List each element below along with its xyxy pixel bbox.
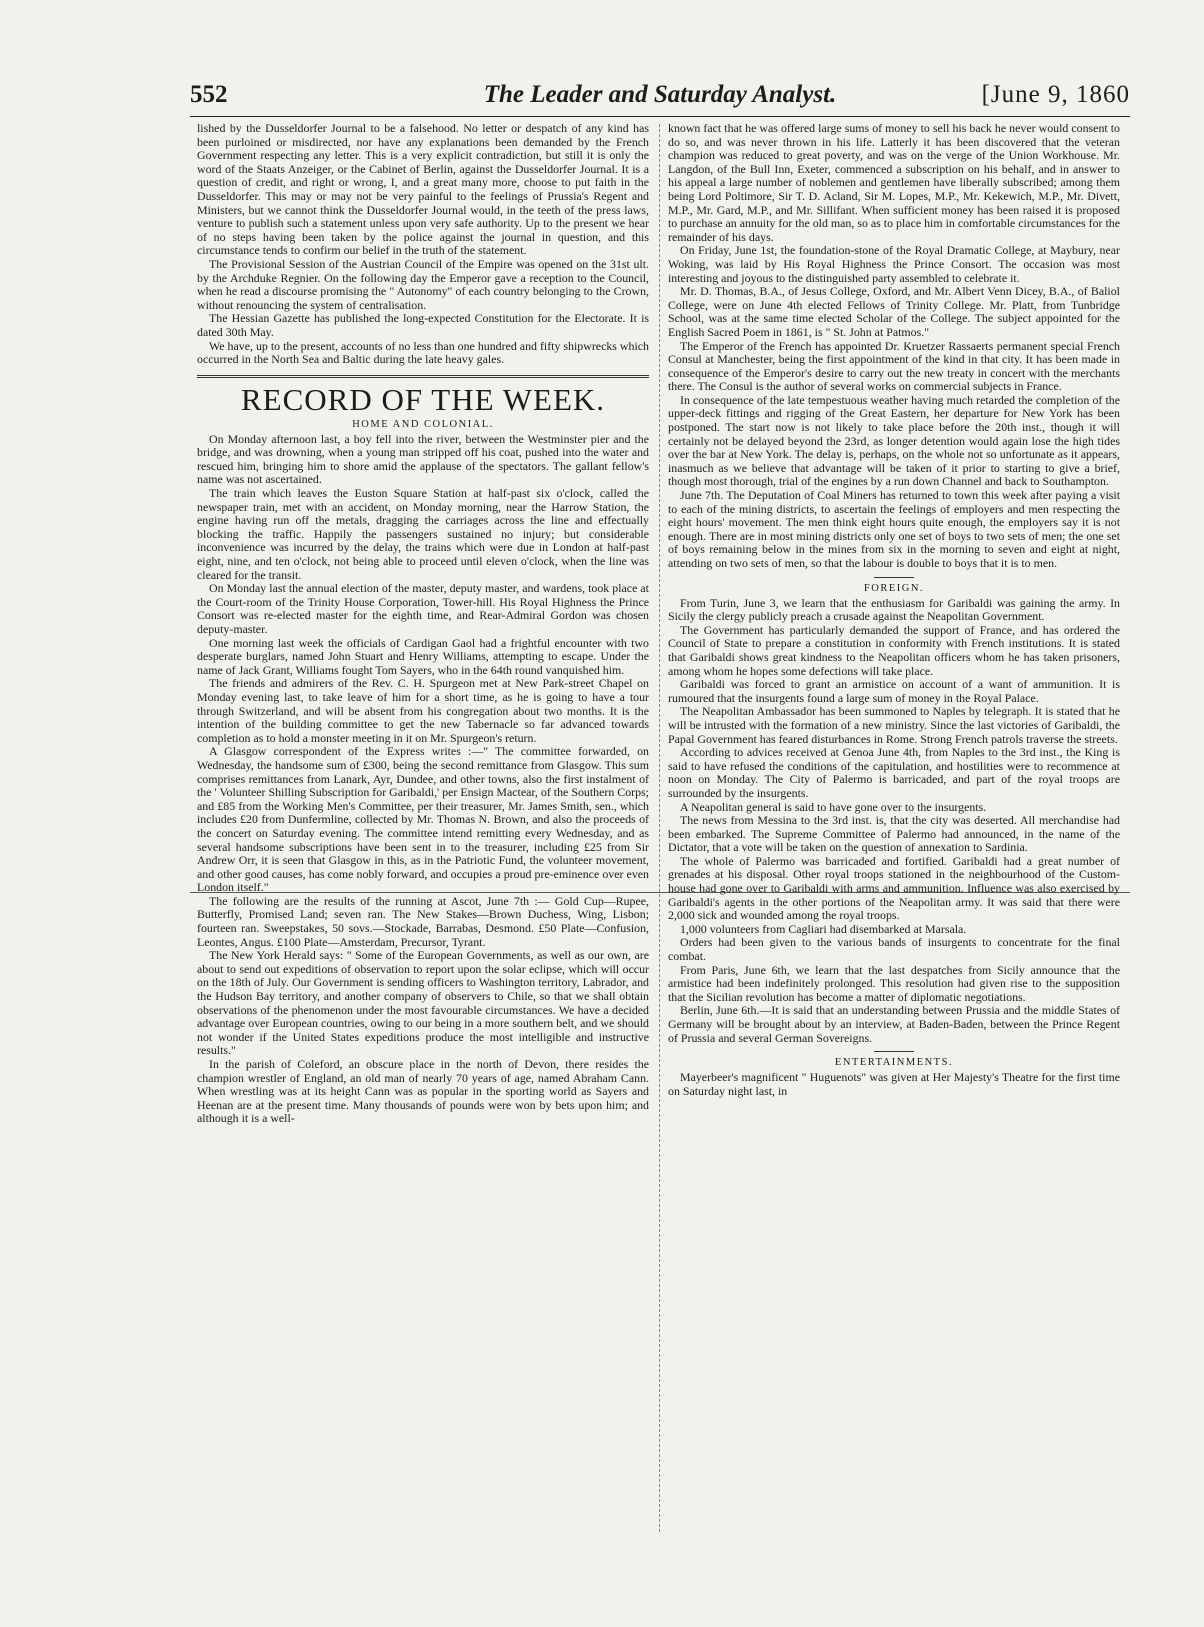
left-intro-block	[197, 122, 649, 367]
article-paragraph: On Monday last the annual election of the master, deputy master, and wardens, took place at the Court-room of the Trinity House Corporation, Tower-hill. His Royal Highness the Prince Consort was re-elected master for the eighth time, and Rear-Admiral Gordon was chosen deputy-master.	[197, 581, 649, 636]
article-paragraph: The train which leaves the Euston Square Station at half-past six o'clock, called the newspaper train, met with an accident, on Monday morning, near the Harrow Station, the engine having run off the metals, dragging the carriages across the line and effectually blocking the traffic. Happily the passengers sustained no injury; but considerable inconvenience was incurred by the delay, the trains which were due in London at half-past eight, nine, and ten o'clock, not being able to proceed until eleven o'clock, when the line was cleared for the transit.	[197, 486, 649, 582]
article-paragraph: The Neapolitan Ambassador has been summoned to Naples by telegraph. It is stated that he will be intrusted with the formation of a new ministry. Since the last victories of Garibaldi, the Papal Government has feared disturbances in Rome. Strong French patrols traverse the streets.	[668, 704, 1120, 746]
section-heading: RECORD OF THE WEEK.	[197, 375, 649, 416]
article-paragraph: known fact that he was offered large sums of money to sell his back he never would consent to do so, and was never thrown in his life. Latterly it has been discovered that the veteran champion was reduced to great poverty, and was on the verge of the Union Workhouse. Mr. Langdon, of the Bull Inn, Exeter, commenced a subscription on his behalf, and in answer to his appeal a large number of noblemen and gentlemen have liberally subscribed; among them being Lord Poltimore, Sir T. D. Acland, Sir M. Lopes, M.P., Mr. Kekewich, M.P., Mr. Divett, M.P., Mr. Gard, M.P., and Mr. Sillifant. When sufficient money has been raised it is proposed to purchase an annuity for the old man, so as to place him in comfortable circumstances for the remainder of his days.	[668, 121, 1120, 244]
article-paragraph: June 7th. The Deputation of Coal Miners has returned to town this week after paying a visit to each of the mining districts, to ascertain the feelings of employers and men respecting the eight hours' movement. The men think eight hours quite enough, the employers say it is not enough. There are in most mining districts only one set of boys to two sets of men; the one set of boys remaining below in the mines from six in the morning to seven and eight at night, attending on two sets of men, so that the labour is double to boys that it is to men.	[668, 488, 1120, 570]
scan-artifact-line	[190, 892, 1130, 893]
article-paragraph: From Turin, June 3, we learn that the enthusiasm for Garibaldi was gaining the army. In Sicily the clergy publicly preach a crusade against the Neapolitan Government.	[668, 595, 1120, 624]
short-rule	[874, 577, 914, 578]
subheading-home: HOME AND COLONIAL.	[352, 418, 494, 430]
left-home-block	[197, 433, 649, 1126]
article-paragraph: A Glasgow correspondent of the Express writes :—" The committee forwarded, on Wednesday, the handsome sum of £300, being the second remittance from Glasgow. This sum comprises remittances from Lanark, Ayr, Dundee, and other towns, also the first instalment of the ' Volunteer Shilling Subscription for Garibaldi,' per Ensign Mactear, of the Southern Corps; and £85 from the Working Men's Committee, per their treasurer, Mr. James Smith, sen., which includes £20 from Dunfermline, collected by Mr. Thomas N. Brown, and also the proceeds of the concert on Saturday evening. The committee intend remitting every Wednesday, and as several handsome subscriptions have been sent in to the treasurer, including £25 from Sir Andrew Orr, it is seen that Glasgow in this, as in the Patriotic Fund, the volunteer movement, and other good causes, has come nobly forward, and occupies a proud pre-eminence over even London itself."	[197, 744, 649, 895]
article-paragraph: The following are the results of the running at Ascot, June 7th :— Gold Cup—Rupee, Butterfly, Promised Land; seven ran. The New Stakes—Brown Duchess, Wing, Lisbon; fourteen ran. Sweepstakes, 50 sovs.—Stockade, Barrabas, Desmond. £50 Plate—Confusion, Leontes, Angus. £100 Plate—Amsterdam, Precursor, Tyrant.	[197, 893, 649, 949]
article-paragraph: The Government has particularly demanded the support of France, and has ordered the Council of State to prepare a constitution in conformity with French institutions. It is stated that Garibaldi shows great kindness to the Neapolitan officers whom he has taken prisoners, among whom he hopes some defections will take place.	[668, 622, 1120, 678]
header-rule	[190, 116, 1130, 117]
right-entertainments-block	[668, 1071, 1120, 1098]
page-header	[190, 78, 1130, 112]
page-number: 552	[190, 81, 228, 108]
subheading-entertainments: ENTERTAINMENTS.	[834, 1057, 954, 1069]
subheading-foreign: FOREIGN.	[863, 582, 925, 594]
article-paragraph: The news from Messina to the 3rd inst. is, that the city was deserted. All merchandise had been embarked. The Supreme Committee of Palermo had announced, in the name of the Dictator, that a vote will be taken on the question of annexation to Sardinia.	[668, 813, 1120, 855]
article-paragraph: On Friday, June 1st, the foundation-stone of the Royal Dramatic College, at Maybury, near Woking, was laid by His Royal Highness the Prince Consort. The occasion was most interesting and joyous to the distinguished party assembled to celebrate it.	[668, 243, 1120, 285]
article-paragraph: The New York Herald says: " Some of the European Governments, as well as our own, are about to send out expeditions of observation to report upon the solar eclipse, which will occur on the 18th of July. Our Government is sending officers to Washington territory, Labrador, and the Hudson Bay territory, and another company of observers to Chile, so that we shall obtain observations of the phenomenon under the most favourable circumstances. We have a decided advantage over European countries, owing to our being in a more southern belt, and we should not wonder if the United States expeditions produce the most intelligible and instructive results."	[197, 948, 649, 1058]
article-paragraph: The whole of Palermo was barricaded and fortified. Garibaldi had a great number of grenades at his disposal. Other royal troops stationed in the neighbourhood of the Custom-house had gone over to Garibaldi with arms and ammunition. Influence was also exercised by Garibaldi's agents in the other portions of the Neapolitan army. It was said that there were 2,000 sick and wounded among the royal troops.	[668, 853, 1120, 923]
right-home-block	[668, 122, 1120, 571]
article-paragraph: Berlin, June 6th.—It is said that an understanding between Prussia and the middle States of Germany will be brought about by an interview, at Baden-Baden, between the Prince Regent of Prussia and several German Sovereigns.	[668, 1003, 1120, 1045]
article-paragraph: A Neapolitan general is said to have gone over to the insurgents.	[680, 799, 987, 814]
article-paragraph: We have, up to the present, accounts of no less than one hundred and fifty shipwrecks which occurred in the North Sea and Baltic during the late heavy gales.	[197, 338, 649, 367]
article-paragraph: The friends and admirers of the Rev. C. H. Spurgeon met at New Park-street Chapel on Monday evening last, to take leave of him for a short time, as he is going to have a tour through Switzerland, and will be absent from his congregation about two months. It is the intention of the building committee to get the new Tabernacle so far advanced towards completion as to hold a monster meeting in it on Mr. Spurgeon's return.	[197, 676, 649, 745]
article-paragraph: The Emperor of the French has appointed Dr. Kruetzer Rassaerts permanent special French Consul at Manchester, being the first appointment of the kind in that city. It has been made in consequence of the Emperor's desire to carry out the new treaty in concert with the merchants there. The Consul is the author of several works on commercial subjects in France.	[668, 338, 1120, 394]
article-paragraph: Garibaldi was forced to grant an armistice on account of a want of ammunition. It is rumoured that the insurgents found a large sum of money in the Royal Palace.	[668, 677, 1120, 705]
article-paragraph: According to advices received at Genoa June 4th, from Naples to the 3rd inst., the King is said to have refused the conditions of the capitulation, and hostilities were to recommence at noon on Monday. The City of Palermo is barricaded, and part of the royal troops are surrounded by the insurgents.	[668, 745, 1120, 800]
article-paragraph: The Provisional Session of the Austrian Council of the Empire was opened on the 31st ult. by the Archduke Regnier. On the following day the Emperor gave a reception to the Council, when he read a discourse promising the " Autonomy" of each country belonging to the Crown, without renouncing the system of centralisation.	[197, 256, 649, 312]
right-column	[668, 122, 1120, 1098]
publication-title: The Leader and Saturday Analyst.	[483, 81, 837, 108]
left-column	[197, 122, 649, 1126]
right-foreign-block	[668, 597, 1120, 1046]
short-rule	[874, 1051, 914, 1052]
article-paragraph: The Hessian Gazette has published the long-expected Constitution for the Electorate. It is dated 30th May.	[197, 311, 649, 339]
article-paragraph: 1,000 volunteers from Cagliari had disembarked at Marsala.	[680, 921, 967, 936]
article-paragraph: In consequence of the late tempestuous weather having much retarded the completion of the upper-deck fittings and rigging of the Great Eastern, her departure for New York has been postponed. The start now is not likely to take place before the 20th inst., though it will certainly not be delayed beyond the 23rd, as longer detention would again lose the high tides over the bar at New York. The delay is, perhaps, on the whole not so unfortunate as it appears, inasmuch as we believe that advantage will be taken of it prior to starting to give a brief, though most thorough, trial of the engines by a run down Channel and back to Southampton.	[668, 392, 1120, 489]
article-paragraph: In the parish of Coleford, an obscure place in the north of Devon, there resides the champion wrestler of England, an old man of nearly 70 years of age, named Abraham Cann. When wrestling was at its height Cann was as popular in the sporting world as Sayers and Heenan are at the present time. Many thousands of pounds were won by bets upon him; and although it is a well-	[197, 1057, 649, 1126]
article-paragraph: One morning last week the officials of Cardigan Gaol had a frightful encounter with two desperate burglars, named John Stuart and Henry Williams, attempting to escape. Under the name of Jack Grant, Williams fought Tom Sayers, who in the 64th round vanquished him.	[197, 635, 649, 677]
article-paragraph: From Paris, June 6th, we learn that the last despatches from Sicily announce that the armistice had been indefinitely prolonged. This resolution had given rise to the supposition that the Sicilian revolution has become a matter of diplomatic negotiations.	[668, 962, 1120, 1004]
column-divider	[659, 124, 660, 1532]
article-paragraph: On Monday afternoon last, a boy fell into the river, between the Westminster pier and the bridge, and was drowning, when a young man stripped off his coat, pushed into the water and rescued him, bringing him to shore amid the applause of the spectators. The gallant fellow's name was not ascertained.	[197, 431, 649, 487]
article-paragraph: lished by the Dusseldorfer Journal to be a falsehood. No letter or despatch of any kind has been purloined or misdirected, nor have any explanations been demanded by the French Government respecting any letter. This is a very explicit contradiction, but still it is only the word of the Staats Anzeiger, or the Cabinet of Berlin, against the Dusseldorfer Journal. It is a question of credit, and right or wrong, I, and a great many more, choose to put faith in the Dusseldorfer. This may or may not be very painful to the feelings of Prussia's Regent and Ministers, but we cannot think the Dusseldorfer Journal would, in the teeth of the press laws, venture to publish such a statement unless upon very safe authority. Up to the present we hear of no steps having been taken by the police against the journal in question, and this circumstance tends to confirm our belief in the truth of the statement.	[197, 121, 649, 258]
article-paragraph: Mayerbeer's magnificent " Huguenots" was given at Her Majesty's Theatre for the first time on Saturday night last, in	[668, 1070, 1120, 1098]
article-paragraph: Orders had been given to the various bands of insurgents to concentrate for the final combat.	[668, 935, 1120, 964]
article-paragraph: Mr. D. Thomas, B.A., of Jesus College, Oxford, and Mr. Albert Venn Dicey, B.A., of Baliol College, were on June 4th elected Fellows of Trinity College. Mr. Platt, from Tunbridge School, was at the same time elected Scholar of the College. The subject appointed for the English Sacred Poem in 1861, is " St. John at Patmos."	[668, 284, 1120, 339]
issue-date: [June 9, 1860	[981, 81, 1130, 108]
